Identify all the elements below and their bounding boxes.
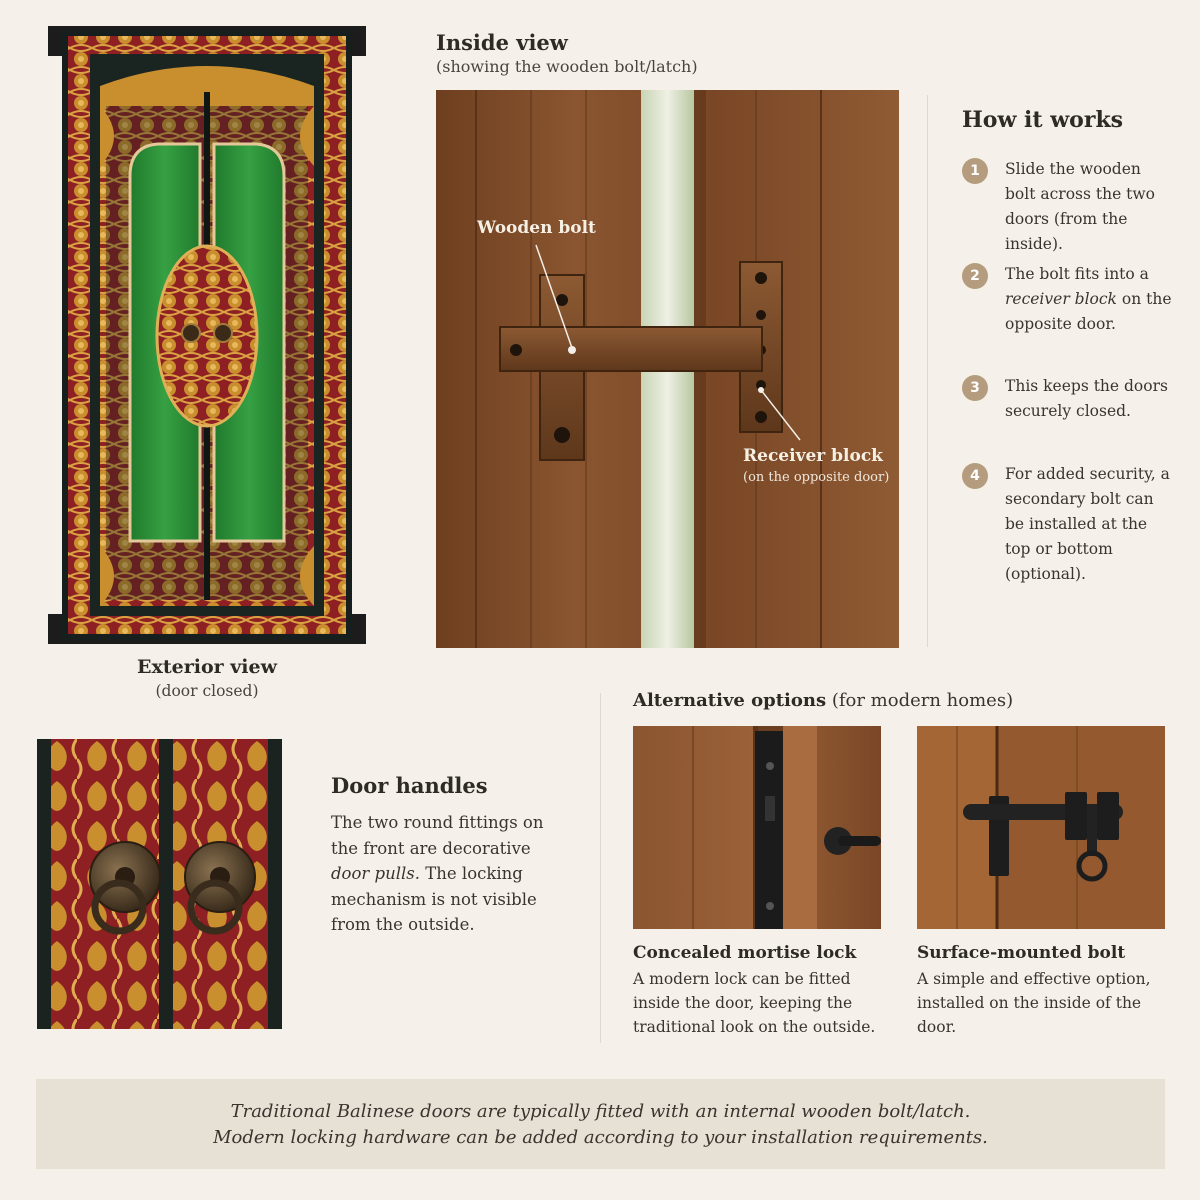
receiver-block-label: Receiver block [743, 446, 883, 466]
option-text: A simple and effective option, installed on the inside of the door. [917, 970, 1151, 1036]
exterior-subtitle: (door closed) [155, 682, 259, 700]
door-handles-text: The two round fittings on the front are decorative door pulls. The locking mechanism is not visible from the outside. [331, 813, 544, 934]
mortise-lock-image [633, 726, 881, 929]
step-number: 2 [962, 263, 988, 289]
step-number: 1 [962, 158, 988, 184]
inside-subtitle: (showing the wooden bolt/latch) [436, 57, 698, 76]
note-line-2: Modern locking hardware can be added according to your installation requirements. [213, 1127, 988, 1148]
footer-note [36, 1079, 1165, 1169]
divider [600, 693, 601, 1043]
step-2 [962, 262, 1172, 337]
door-handles-image [37, 739, 282, 1029]
step-text: The bolt fits into a receiver block on the opposite door. [1005, 265, 1172, 333]
surface-bolt-caption [917, 943, 1167, 1039]
exterior-title: Exterior view [137, 656, 277, 678]
exterior-caption [48, 656, 366, 700]
how-it-works-title: How it works [962, 107, 1124, 133]
mortise-lock-caption [633, 943, 883, 1039]
door-handles-emphasis: door pulls. [331, 864, 421, 883]
door-handles-title: Door handles [331, 773, 488, 798]
option-text: A modern lock can be fitted inside the door, keeping the traditional look on the outside. [633, 970, 876, 1036]
surface-bolt-image [917, 726, 1165, 929]
note-line-1: Traditional Balinese doors are typically fitted with an internal wooden bolt/latch. [230, 1101, 971, 1122]
option-title: Surface-mounted bolt [917, 943, 1126, 963]
step-4 [962, 462, 1172, 587]
step-text-emphasis: receiver block [1005, 290, 1117, 308]
step-text: For added security, a secondary bolt can be installed at the top or bottom (optional). [1005, 465, 1170, 583]
inside-view-image [436, 90, 899, 648]
step-number: 4 [962, 463, 988, 489]
step-text: Slide the wooden bolt across the two doors (from the inside). [1005, 160, 1156, 253]
exterior-door-image [48, 26, 366, 644]
step-1 [962, 157, 1172, 257]
divider [927, 95, 928, 647]
option-title: Concealed mortise lock [633, 943, 857, 963]
alternatives-title: Alternative options (for modern homes) [633, 690, 1014, 711]
step-3 [962, 374, 1172, 424]
receiver-block-sublabel: (on the opposite door) [743, 470, 890, 485]
step-number: 3 [962, 375, 988, 401]
inside-title: Inside view [436, 30, 568, 55]
wooden-bolt-label: Wooden bolt [477, 218, 596, 238]
step-text: This keeps the doors securely closed. [1005, 377, 1168, 420]
